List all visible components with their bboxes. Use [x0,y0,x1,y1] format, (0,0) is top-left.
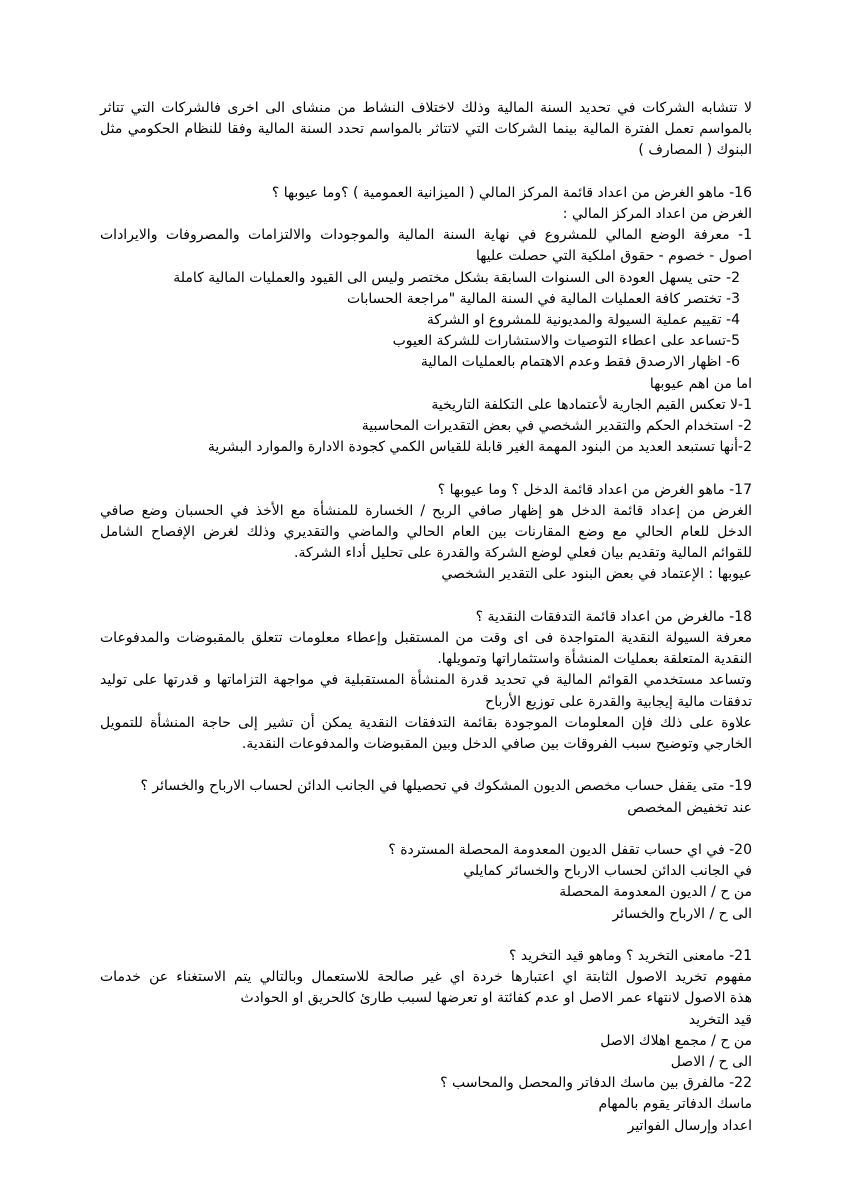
answer-20-line: من ح / الديون المعدومة المحصلة [559,884,752,901]
intro-line-1: لا تتشابه الشركات في تحديد السنة المالية وذلك لاختلاف النشاط من منشاى الى اخرى فالشركات التي تتاثر [100,100,752,116]
answer-16-line: 2- استخدام الحكم والتقدير الشخصي في بعض التقديرات المحاسبية [361,418,752,435]
answer-17-line: الغرض من إعداد قائمة الدخل هو إظهار صافي الربح / الخسارة للمنشأة مع الأخذ في الحسبان وضع صافي [100,502,752,519]
question-22: 22- مالفرق بين ماسك الدفاتر والمحصل والمحاسب ؟ [440,1075,752,1092]
answer-21-line: قيد التخريد [688,1011,752,1028]
answer-18-line: الخارجي وتوضيح سبب الفروقات بين صافي الدخل وبين المقبوضات والمدفوعات النقدية. [241,736,752,753]
question-17: 17- ماهو الغرض من اعداد قائمة الدخل ؟ وما عيوبها ؟ [437,481,752,498]
answer-16-line: 4- تقييم عملية السيولة والمديونية للمشروع او الشركة [426,312,740,329]
answer-21-line: الى ح / الاصل [670,1054,752,1071]
answer-20-line: في الجانب الدائن لحساب الارباح والخسائر كمايلي [463,863,752,880]
answer-16-line: اصول - خصوم - حقوق املكية التي حصلت عليها [475,248,752,265]
answer-22-line: ماسك الدفاتر يقوم بالمهام [598,1096,752,1113]
answer-16-line: 6- اظهار الارصدق فقط وعدم الاهتمام بالعمليات المالية [420,354,740,371]
answer-16-line: 1-لا تعكس القيم الجارية لأعتمادها على التكلفة التاريخية [431,396,752,413]
answer-21-line: من ح / مجمع اهلاك الاصل [600,1032,752,1049]
answer-16-line: 2-أنها تستبعد العديد من البنود المهمة الغير قابلة للقياس الكمي كجودة الادارة والموارد البشرية [207,439,752,456]
answer-17-line: عيوبها : الإعتماد في بعض البنود على التقدير الشخصي [441,566,752,583]
answer-16-line: 1- معرفة الوضع المالي للمشروع في نهاية السنة المالية والموجودات والالتزامات والمصروفات والايرادات [100,227,752,244]
document-page [100,98,752,1137]
answer-19-line: عند تخفيض المخصص [627,799,752,816]
answer-17-line: الدخل للعام الحالي مع وضع المقارنات بين العام الحالي والماضي والتقديري وذلك لغرض الإفصاح الشامل [100,524,752,541]
answer-22-line: اعداد وإرسال الفواتير [627,1117,752,1134]
answer-16-line: 3- تختصر كافة العمليات المالية في السنة المالية "مراجعة الحسابات [347,290,740,307]
question-20: 20- في اي حساب تقفل الديون المعدومة المحصلة المستردة ؟ [388,842,752,859]
answer-17-line: للقوائم المالية وتقديم بيان فعلي لوضع الشركة والقدرة على تحليل أداء الشركة. [294,545,752,562]
answer-18-line: وتساعد مستخدمي القوائم المالية في تحديد قدرة المنشأة المستقبلية في مواجهة التزاماتها و قدرتها على توليد [100,672,752,689]
answer-18-line: معرفة السيولة النقدية المتواجدة فى اى وقت من المستقبل وإعطاء معلومات تتعلق بالمقبوضات والمدفوعات [100,630,752,647]
intro-line-2: بالمواسم تعمل الفترة المالية بينما الشركات التي لاتتاثر بالمواسم تحدد السنة المالية وفقا للنظام الحكومي مثل [100,121,752,138]
answer-21-line: هذة الاصول لانتهاء عمر الاصل او عدم كفائتة او تعرضها لسبب طارئ كالحريق او الحوادث [240,990,752,1007]
question-19: 19- متى يقفل حساب مخصص الديون المشكوك في تحصيلها في الجانب الدائن لحساب الارباح والخسائر ؟ [140,778,752,795]
answer-16-line: 5-تساعد على اعطاء التوصيات والاستشارات للشركة العيوب [392,333,740,350]
answer-16-line: الغرض من اعداد المركز المالي : [562,206,752,222]
question-16: 16- ماهو الغرض من اعداد قائمة المركز المالي ( الميزانية العمومية ) ؟وما عيوبها ؟ [271,184,752,201]
question-18: 18- مالغرض من اعداد قائمة التدفقات النقدية ؟ [475,608,752,625]
answer-21-line: مفهوم تخريد الاصول الثابتة اي اعتبارها خردة اي غير صالحة للاستعمال وبالتالي يتم الاستغناء عن خدمات [100,969,752,986]
answer-16-line: اما من اهم عيوبها [649,375,752,392]
answer-18-line: علاوة على ذلك فإن المعلومات الموجودة بقائمة التدفقات النقدية يمكن أن تشير إلى حاجة المنشأة للتمويل [100,714,752,731]
question-21: 21- مامعنى التخريد ؟ وماهو قيد التخريد ؟ [509,948,752,965]
intro-line-3: البنوك ( المصارف ) [638,142,752,159]
answer-18-line: النقدية المتعلقة بعمليات المنشأة واستثماراتها وتمويلها. [437,651,752,668]
answer-18-line: تدفقات مالية إيجابية والقدرة على توزيع الأرباح [485,693,752,710]
answer-16-line: 2- حتى يسهل العودة الى السنوات السابقة بشكل مختصر وليس الى القيود والعمليات المالية كاملة [173,269,740,286]
answer-20-line: الى ح / الارباح والخسائر [612,905,752,922]
